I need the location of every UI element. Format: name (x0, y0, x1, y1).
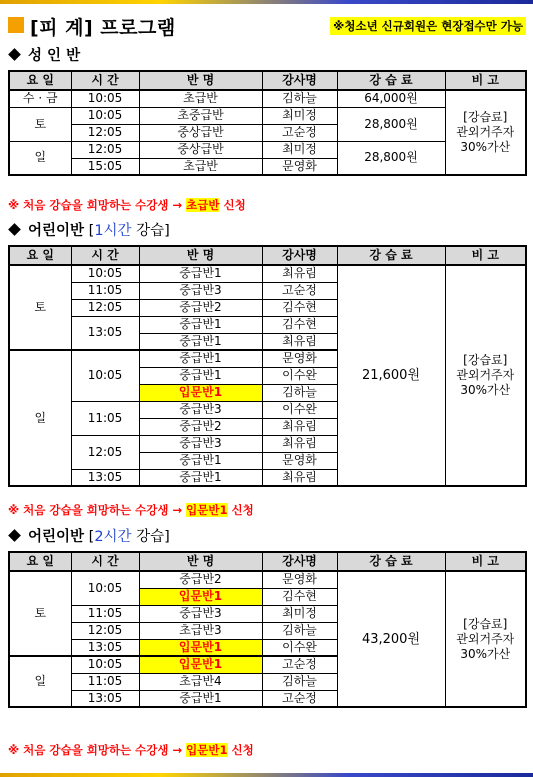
class-cell: 초급반3 (139, 622, 262, 639)
class-cell: 중급반2 (139, 571, 262, 588)
note-line: [강습료] (463, 110, 508, 124)
instructor-cell: 김수현 (262, 316, 337, 333)
heading-bracket-close: 강습] (131, 529, 170, 545)
instructor-cell: 고순정 (262, 656, 337, 673)
class-cell: 중급반1 (139, 350, 262, 367)
instructor-cell: 문영화 (262, 158, 337, 175)
time-cell: 11:05 (71, 673, 139, 690)
header-fee: 강 습 료 (337, 552, 445, 571)
tip-prefix: ※ 처음 강습을 희망하는 수강생 → (8, 198, 187, 212)
class-cell: 중급반3 (139, 401, 262, 418)
instructor-cell: 최유림 (262, 418, 337, 435)
day-cell: 수 · 금 (9, 90, 71, 107)
time-cell: 13:05 (71, 690, 139, 707)
table-row (9, 90, 526, 107)
fee-cell: 43,200원 (337, 571, 445, 707)
note-line: 관외거주자 (456, 368, 515, 382)
tip-suffix: 신청 (227, 743, 254, 757)
header-day: 요 일 (9, 246, 71, 265)
instructor-cell: 김하늘 (262, 90, 337, 107)
instructor-cell: 최미정 (262, 141, 337, 158)
time-cell: 12:05 (71, 299, 139, 316)
kids2-schedule-table (8, 551, 527, 708)
instructor-cell: 문영화 (262, 350, 337, 367)
registration-notice: ※청소년 신규회원은 현장접수만 가능 (330, 17, 526, 35)
table-header-row (9, 246, 526, 265)
class-cell-highlight: 입문반1 (139, 656, 262, 673)
class-cell: 중급반1 (139, 367, 262, 384)
header-day: 요 일 (9, 71, 71, 90)
instructor-cell: 최유림 (262, 333, 337, 350)
instructor-cell: 최유림 (262, 265, 337, 282)
day-cell: 토 (9, 571, 71, 656)
instructor-cell: 최유림 (262, 469, 337, 486)
class-cell: 중급반1 (139, 333, 262, 350)
heading-bracket-open: [ (84, 223, 95, 239)
title-row (8, 12, 528, 38)
instructor-cell: 김하늘 (262, 622, 337, 639)
time-cell: 13:05 (71, 469, 139, 486)
instructor-cell: 고순정 (262, 124, 337, 141)
tip-suffix: 신청 (219, 198, 246, 212)
kids2-tip (8, 742, 254, 758)
instructor-cell: 최미정 (262, 605, 337, 622)
header-class: 반 명 (139, 71, 262, 90)
note-line: 관외거주자 (456, 125, 515, 139)
time-cell: 15:05 (71, 158, 139, 175)
header-time: 시 간 (71, 552, 139, 571)
table-row (9, 571, 526, 588)
note-line: [강습료] (463, 616, 508, 631)
kids1-duration: 1시간 (94, 223, 132, 239)
class-cell-highlight: 입문반1 (139, 384, 262, 401)
tip-suffix: 신청 (227, 503, 254, 517)
tip-class-highlight: 입문반1 (186, 503, 228, 517)
instructor-cell: 김수현 (262, 588, 337, 605)
header-fee: 강 습 료 (337, 246, 445, 265)
instructor-cell: 최미정 (262, 107, 337, 124)
header-note: 비 고 (445, 71, 526, 90)
time-cell: 12:05 (71, 141, 139, 158)
note-line: 관외거주자 (456, 631, 515, 646)
instructor-cell: 고순정 (262, 282, 337, 299)
header-note: 비 고 (445, 246, 526, 265)
header-instructor: 강사명 (262, 552, 337, 571)
kids1-heading: 어린이반 (28, 223, 85, 239)
note-line: 30%가산 (460, 383, 511, 397)
time-cell: 12:05 (71, 124, 139, 141)
heading-bracket-close: 강습] (131, 223, 170, 239)
day-cell: 일 (9, 656, 71, 707)
adult-heading: 성 인 반 (28, 48, 81, 64)
class-cell-highlight: 입문반1 (139, 639, 262, 656)
instructor-cell: 김하늘 (262, 384, 337, 401)
time-cell: 10:05 (71, 350, 139, 401)
instructor-cell: 고순정 (262, 690, 337, 707)
page-title: [피 계] 프로그램 (30, 17, 176, 39)
class-cell-highlight: 입문반1 (139, 588, 262, 605)
header-instructor: 강사명 (262, 71, 337, 90)
day-cell: 일 (9, 350, 71, 486)
time-cell: 10:05 (71, 107, 139, 124)
class-cell: 중급반1 (139, 690, 262, 707)
class-cell: 중급반1 (139, 452, 262, 469)
note-line: 30%가산 (460, 646, 511, 661)
class-cell: 중급반3 (139, 282, 262, 299)
title-square-icon (8, 17, 24, 33)
class-cell: 중상급반 (139, 141, 262, 158)
time-cell: 12:05 (71, 435, 139, 469)
instructor-cell: 이수완 (262, 401, 337, 418)
section-heading-kids-2h (8, 525, 170, 547)
tip-prefix: ※ 처음 강습을 희망하는 수강생 → (8, 503, 187, 517)
class-cell: 중급반3 (139, 605, 262, 622)
fee-cell: 28,800원 (337, 107, 445, 141)
section-heading-adult (8, 44, 80, 66)
header-class: 반 명 (139, 552, 262, 571)
class-cell: 초급반 (139, 158, 262, 175)
table-header-row (9, 71, 526, 90)
time-cell: 13:05 (71, 316, 139, 350)
instructor-cell: 문영화 (262, 452, 337, 469)
day-cell: 일 (9, 141, 71, 175)
header-time: 시 간 (71, 246, 139, 265)
class-cell: 초급반4 (139, 673, 262, 690)
instructor-cell: 이수완 (262, 639, 337, 656)
diamond-bullet-icon (8, 529, 21, 542)
instructor-cell: 이수완 (262, 367, 337, 384)
time-cell: 12:05 (71, 622, 139, 639)
diamond-bullet-icon (8, 223, 21, 236)
kids1-schedule-table (8, 245, 527, 487)
table-row (9, 265, 526, 282)
time-cell: 11:05 (71, 401, 139, 435)
time-cell: 10:05 (71, 90, 139, 107)
fee-cell: 28,800원 (337, 141, 445, 175)
heading-bracket-open: [ (84, 529, 95, 545)
class-cell: 중상급반 (139, 124, 262, 141)
table-header-row (9, 552, 526, 571)
adult-tip (8, 197, 246, 213)
instructor-cell: 최유림 (262, 435, 337, 452)
note-line: 30%가산 (460, 140, 511, 154)
fee-cell: 21,600원 (337, 265, 445, 486)
kids1-tip (8, 502, 254, 518)
instructor-cell: 김수현 (262, 299, 337, 316)
kids2-duration: 2시간 (94, 529, 132, 545)
class-cell: 중급반1 (139, 265, 262, 282)
fee-cell: 64,000원 (337, 90, 445, 107)
time-cell: 10:05 (71, 656, 139, 673)
tip-class-highlight: 초급반 (186, 198, 220, 212)
class-cell: 중급반2 (139, 418, 262, 435)
header-class: 반 명 (139, 246, 262, 265)
day-cell: 토 (9, 265, 71, 350)
note-cell (445, 90, 526, 175)
header-fee: 강 습 료 (337, 71, 445, 90)
note-line: [강습료] (463, 353, 508, 367)
time-cell: 11:05 (71, 605, 139, 622)
class-cell: 중급반2 (139, 299, 262, 316)
tip-prefix: ※ 처음 강습을 희망하는 수강생 → (8, 743, 187, 757)
time-cell: 10:05 (71, 571, 139, 605)
class-cell: 중급반3 (139, 435, 262, 452)
header-note: 비 고 (445, 552, 526, 571)
class-cell: 중급반1 (139, 316, 262, 333)
class-cell: 초급반 (139, 90, 262, 107)
day-cell: 토 (9, 107, 71, 141)
section-heading-kids-1h (8, 219, 170, 241)
diamond-bullet-icon (8, 48, 21, 61)
kids2-heading: 어린이반 (28, 529, 85, 545)
header-time: 시 간 (71, 71, 139, 90)
time-cell: 11:05 (71, 282, 139, 299)
time-cell: 10:05 (71, 265, 139, 282)
note-cell (445, 265, 526, 486)
class-cell: 중급반1 (139, 469, 262, 486)
time-cell: 13:05 (71, 639, 139, 656)
instructor-cell: 김하늘 (262, 673, 337, 690)
header-instructor: 강사명 (262, 246, 337, 265)
tip-class-highlight: 입문반1 (186, 743, 228, 757)
adult-schedule-table (8, 70, 527, 176)
class-cell: 초중급반 (139, 107, 262, 124)
note-cell (445, 571, 526, 707)
instructor-cell: 문영화 (262, 571, 337, 588)
header-day: 요 일 (9, 552, 71, 571)
